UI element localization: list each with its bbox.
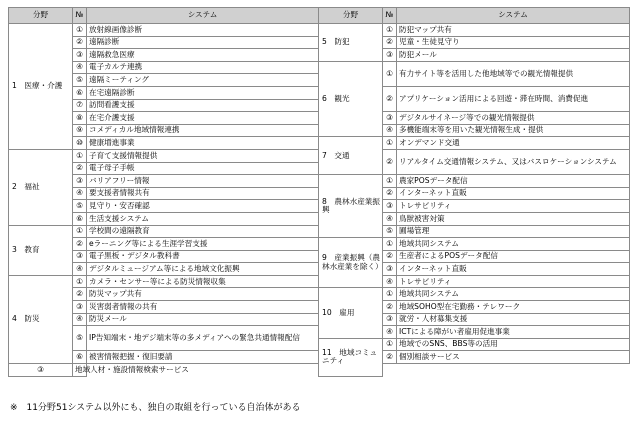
left-item-no: ② (73, 36, 87, 49)
right-system-name: 地域共同システム (397, 288, 630, 301)
left-system-name: 防災マップ共有 (87, 288, 319, 301)
left-system-name: 健康増進事業 (87, 137, 319, 150)
left-item-no: ⑩ (73, 137, 87, 150)
table-row (9, 61, 630, 74)
systems-table (8, 7, 630, 377)
left-system-name: 電子黒板・デジタル教科書 (87, 250, 319, 263)
left-item-no: ③ (73, 301, 87, 314)
left-item-no: ⑨ (73, 124, 87, 137)
left-item-no: ④ (73, 61, 87, 74)
left-system-name: コメディカル地域情報連携 (87, 124, 319, 137)
header-field-right: 分野 (319, 8, 383, 24)
left-item-no: ① (73, 24, 87, 37)
right-system-name: 地域SOHO型在宅勤務・テレワーク (397, 301, 630, 314)
left-system-name: 放射線画像診断 (87, 24, 319, 37)
right-system-name: オンデマンド交通 (397, 137, 630, 150)
right-item-no: ① (383, 288, 397, 301)
table-row (9, 175, 630, 188)
left-item-no: ④ (73, 263, 87, 276)
left-item-no: ③ (73, 49, 87, 62)
right-item-no: ① (383, 61, 397, 86)
left-system-name: 見守り・安否確認 (87, 200, 319, 213)
right-item-no: ② (383, 250, 397, 263)
header-no-left: № (73, 8, 87, 24)
left-system-name: 生活支援システム (87, 212, 319, 225)
left-item-no: ③ (73, 175, 87, 188)
right-system-name: 農家POSデータ配信 (397, 175, 630, 188)
left-system-name: 電子母子手帳 (87, 162, 319, 175)
table-row (9, 238, 630, 251)
left-system-name: 在宅介護支援 (87, 112, 319, 125)
right-system-name: トレサビリティ (397, 200, 630, 213)
right-field-2: 6 観光 (319, 61, 383, 137)
left-system-name: 被害情報把握・復旧要請 (87, 351, 319, 364)
left-item-no: ④ (73, 313, 87, 326)
left-system-name: 子育て支援情報提供 (87, 149, 319, 162)
left-system-name: 遠隔ミーティング (87, 74, 319, 87)
right-system-name: アプリケーション活用による回遊・滞在時間、消費促進 (397, 86, 630, 111)
right-field-1: 5 防犯 (319, 24, 383, 62)
left-item-no: ⑥ (73, 351, 87, 364)
right-item-no: ② (383, 301, 397, 314)
header-system-right: システム (397, 8, 630, 24)
left-system-name: 遠隔診断 (87, 36, 319, 49)
left-item-no: ⑧ (73, 112, 87, 125)
left-system-name: IP告知端末・地デジ端末等の多メディアへの緊急共通情報配信 (87, 326, 319, 351)
right-item-no: ① (383, 238, 397, 251)
footnote: ※ 11分野51システム以外にも、独自の取組を行っている自治体がある (10, 403, 301, 413)
left-system-name: デジタルミュージアム等による地域文化振興 (87, 263, 319, 276)
right-field-6: 10 雇用 (319, 288, 383, 338)
left-item-no: ⑤ (73, 326, 87, 351)
header-field-left: 分野 (9, 8, 73, 24)
right-system-name: 防犯メール (397, 49, 630, 62)
right-system-name: インターネット直販 (397, 187, 630, 200)
left-item-no: ③ (73, 250, 87, 263)
right-system-name: 鳥獣被害対策 (397, 212, 630, 225)
left-item-no: ④ (73, 187, 87, 200)
left-field-1: 1 医療・介護 (9, 24, 73, 150)
right-system-name: 圃場管理 (397, 225, 630, 238)
table-row (9, 24, 630, 37)
right-system-name: 地域人材・施設情報検索サービス (73, 364, 87, 377)
right-item-no: ③ (383, 263, 397, 276)
left-item-no: ⑤ (73, 200, 87, 213)
right-item-no: ④ (383, 275, 397, 288)
right-field-7: 11 地域コミュニティ (319, 338, 383, 376)
left-system-name: 防災メール (87, 313, 319, 326)
left-system-name: バリアフリー情報 (87, 175, 319, 188)
right-system-name: 児童・生徒見守り (397, 36, 630, 49)
left-item-no: ① (73, 275, 87, 288)
left-system-name: eラーニング等による生涯学習支援 (87, 238, 319, 251)
left-system-name: 要支援者情報共有 (87, 187, 319, 200)
right-system-name: 個別相談サービス (397, 351, 630, 364)
left-item-no: ① (73, 149, 87, 162)
right-item-no: ④ (383, 326, 397, 339)
right-item-no: ② (383, 351, 397, 364)
right-system-name: 生産者によるPOSデータ配信 (397, 250, 630, 263)
right-system-name: インターネット直販 (397, 263, 630, 276)
table-row (9, 288, 630, 301)
left-field-2: 2 福祉 (9, 149, 73, 225)
left-system-name: 電子カルテ連携 (87, 61, 319, 74)
header-no-right: № (383, 8, 397, 24)
right-item-no: ③ (383, 112, 397, 125)
right-item-no: ③ (9, 364, 73, 377)
right-system-name: 防犯マップ共有 (397, 24, 630, 37)
left-item-no: ① (73, 225, 87, 238)
left-item-no: ⑥ (73, 86, 87, 99)
right-item-no: ③ (383, 313, 397, 326)
right-item-no: ④ (383, 124, 397, 137)
right-item-no: ③ (383, 49, 397, 62)
left-system-name: 遠隔救急医療 (87, 49, 319, 62)
right-field-3: 7 交通 (319, 137, 383, 175)
left-item-no: ② (73, 162, 87, 175)
table-row (9, 137, 630, 150)
left-item-no: ⑤ (73, 74, 87, 87)
right-system-name: トレサビリティ (397, 275, 630, 288)
right-item-no: ② (383, 149, 397, 174)
right-system-name: 地域でのSNS、BBS等の活用 (397, 338, 630, 351)
right-field-4: 8 農林水産業振興 (319, 175, 383, 238)
left-field-4: 4 防災 (9, 275, 73, 363)
header-system-left: システム (87, 8, 319, 24)
left-item-no: ⑦ (73, 99, 87, 112)
right-item-no: ① (383, 137, 397, 150)
header-row (9, 8, 630, 24)
left-field-3: 3 教育 (9, 225, 73, 275)
right-item-no: ② (383, 187, 397, 200)
left-system-name: 学校間の遠隔教育 (87, 225, 319, 238)
right-item-no: ⑤ (383, 225, 397, 238)
left-system-name: カメラ・センサー等による防災情報収集 (87, 275, 319, 288)
right-system-name: デジタルサイネージ等での観光情報提供 (397, 112, 630, 125)
left-system-name: 災害弱者情報の共有 (87, 301, 319, 314)
right-item-no: ② (383, 36, 397, 49)
left-system-name: 在宅遠隔診断 (87, 86, 319, 99)
right-system-name: 地域共同システム (397, 238, 630, 251)
left-system-name: 訪問看護支援 (87, 99, 319, 112)
right-system-name: 就労・人材募集支援 (397, 313, 630, 326)
right-system-name: ICTによる障がい者雇用促進事業 (397, 326, 630, 339)
right-system-name: 有力サイト等を活用した他地域等での観光情報提供 (397, 61, 630, 86)
right-item-no: ④ (383, 212, 397, 225)
table-body (9, 24, 630, 377)
right-item-no: ② (383, 86, 397, 111)
right-item-no: ① (383, 338, 397, 351)
left-item-no: ⑥ (73, 212, 87, 225)
right-field-5: 9 産業振興（農林水産業を除く） (319, 238, 383, 288)
right-system-name: リアルタイム交通情報システム、又はバスロケーションシステム (397, 149, 630, 174)
right-item-no: ① (383, 175, 397, 188)
right-item-no: ① (383, 24, 397, 37)
right-item-no: ③ (383, 200, 397, 213)
left-item-no: ② (73, 238, 87, 251)
right-system-name: 多機能端末等を用いた観光情報生成・提供 (397, 124, 630, 137)
left-item-no: ② (73, 288, 87, 301)
